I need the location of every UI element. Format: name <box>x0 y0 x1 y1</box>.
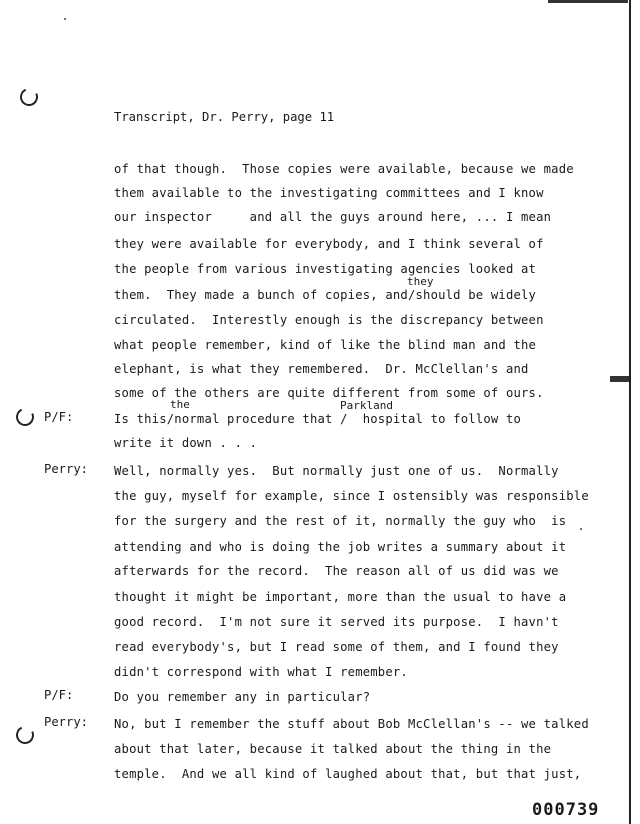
text-line: good record. I'm not sure it served its purpose. I havn't <box>114 615 559 629</box>
handwritten-insertion: they <box>407 275 434 288</box>
text-line: them available to the investigating committees and I know <box>114 186 544 200</box>
text-line: Do you remember any in particular? <box>114 690 371 704</box>
text-line: temple. And we all kind of laughed about that, but that just, <box>114 767 582 781</box>
text-line: thought it might be important, more than the usual to have a <box>114 590 567 604</box>
page-edge <box>629 0 631 824</box>
punch-hole-mark <box>13 405 36 428</box>
text-line: circulated. Interestly enough is the discrepancy between <box>114 313 544 327</box>
text-line: what people remember, kind of like the blind man and the <box>114 338 537 352</box>
speaker-label: P/F: <box>44 410 74 424</box>
text-line: about that later, because it talked about the thing in the <box>114 742 552 756</box>
punch-hole-mark <box>13 723 36 746</box>
text-line: afterwards for the record. The reason all of us did was we <box>114 564 559 578</box>
margin-mark <box>610 376 629 382</box>
text-line: of that though. Those copies were available, because we made <box>114 162 574 176</box>
text-line: No, but I remember the stuff about Bob McClellan's -- we talked <box>114 717 589 731</box>
speck-mark <box>64 18 66 20</box>
text-line: attending and who is doing the job writes a summary about it <box>114 540 567 554</box>
page-header: Transcript, Dr. Perry, page 11 <box>114 110 335 124</box>
speaker-label: P/F: <box>44 688 74 702</box>
text-line: elephant, is what they remembered. Dr. McClellan's and <box>114 362 529 376</box>
text-line: the people from various investigating agencies looked at <box>114 262 537 276</box>
text-line: write it down . . . <box>114 436 258 450</box>
text-line: didn't correspond with what I remember. <box>114 665 408 679</box>
text-line: read everybody's, but I read some of them, and I found they <box>114 640 559 654</box>
text-line: our inspector and all the guys around here, ... I mean <box>114 210 552 224</box>
text-line: they were available for everybody, and I think several of <box>114 237 544 251</box>
text-line: Well, normally yes. But normally just one of us. Normally <box>114 464 559 478</box>
text-line: for the surgery and the rest of it, normally the guy who is <box>114 514 567 528</box>
page-edge-top <box>548 0 628 3</box>
text-line: Is this/normal procedure that / hospital to follow to <box>114 412 522 426</box>
handwritten-insertion: Parkland <box>340 399 393 412</box>
speaker-label: Perry: <box>44 462 89 476</box>
text-line: some of the others are quite different from some of ours. <box>114 386 544 400</box>
bates-number: 000739 <box>532 800 600 820</box>
punch-hole-mark <box>17 85 40 108</box>
speaker-label: Perry: <box>44 715 89 729</box>
speck-mark <box>580 528 582 530</box>
handwritten-insertion: the <box>170 398 190 411</box>
text-line: the guy, myself for example, since I ostensibly was responsible <box>114 489 589 503</box>
text-line: them. They made a bunch of copies, and/should be widely <box>114 288 537 302</box>
